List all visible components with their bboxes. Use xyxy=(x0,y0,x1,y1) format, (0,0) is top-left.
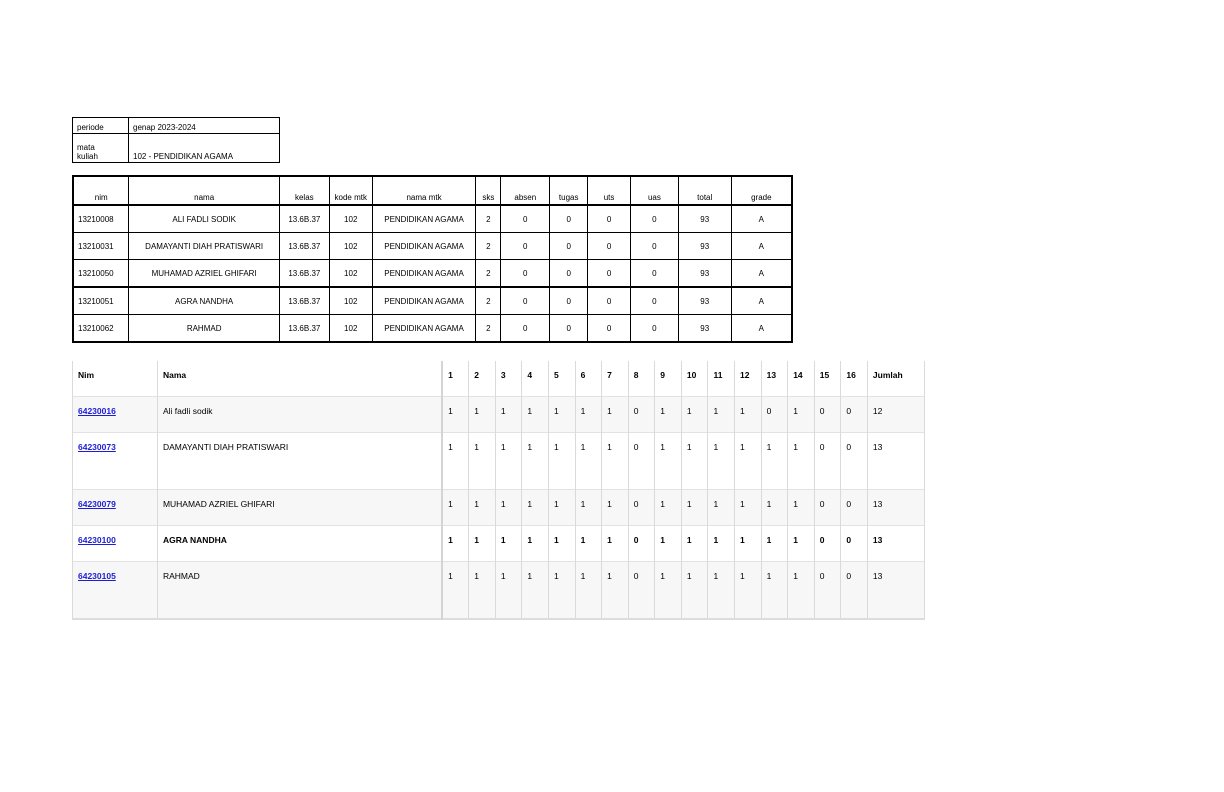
grades-row xyxy=(73,287,792,315)
grades-cell-uts: 0 xyxy=(588,205,631,233)
matakuliah-label: mata kuliah xyxy=(77,143,98,161)
student-nim-link[interactable]: 64230016 xyxy=(78,406,116,416)
grades-cell-nim: 13210031 xyxy=(73,233,129,260)
attendance-cell-meeting: 0 xyxy=(841,490,868,526)
grades-cell-uas: 0 xyxy=(630,205,678,233)
attendance-cell-meeting: 1 xyxy=(681,490,708,526)
attendance-cell-meeting: 1 xyxy=(788,433,815,490)
attendance-header-meeting: 9 xyxy=(655,361,682,397)
grades-cell-grade: A xyxy=(731,260,792,288)
grades-cell-total: 93 xyxy=(678,287,731,315)
grades-cell-sks: 2 xyxy=(476,233,501,260)
attendance-cell-meeting: 1 xyxy=(602,433,629,490)
attendance-cell-meeting: 1 xyxy=(788,562,815,620)
attendance-cell-meeting: 1 xyxy=(522,526,549,562)
matakuliah-value: 102 - PENDIDIKAN AGAMA xyxy=(129,134,280,163)
grades-cell-nama-mtk: PENDIDIKAN AGAMA xyxy=(372,260,476,288)
attendance-cell-meeting: 1 xyxy=(442,397,469,433)
attendance-cell-meeting: 1 xyxy=(495,433,522,490)
attendance-cell-jumlah: 12 xyxy=(867,397,924,433)
attendance-cell-meeting: 1 xyxy=(602,562,629,620)
grades-cell-uas: 0 xyxy=(630,260,678,288)
attendance-cell-meeting: 1 xyxy=(761,433,788,490)
grades-cell-nama-mtk: PENDIDIKAN AGAMA xyxy=(372,205,476,233)
attendance-row xyxy=(73,526,925,562)
grades-cell-total: 93 xyxy=(678,315,731,343)
student-nim-link[interactable]: 64230105 xyxy=(78,571,116,581)
attendance-row xyxy=(73,397,925,433)
attendance-cell-meeting: 0 xyxy=(628,433,655,490)
attendance-cell-meeting: 1 xyxy=(522,490,549,526)
attendance-cell-nama: MUHAMAD AZRIEL GHIFARI xyxy=(157,490,442,526)
attendance-cell-meeting: 0 xyxy=(814,526,841,562)
grades-cell-nama-mtk: PENDIDIKAN AGAMA xyxy=(372,287,476,315)
attendance-header-meeting: 10 xyxy=(681,361,708,397)
attendance-cell-meeting: 0 xyxy=(841,562,868,620)
grades-cell-absen: 0 xyxy=(501,205,550,233)
attendance-header-meeting: 3 xyxy=(495,361,522,397)
attendance-row xyxy=(73,490,925,526)
grades-cell-kelas: 13.6B.37 xyxy=(279,205,329,233)
attendance-cell-meeting: 1 xyxy=(548,397,575,433)
attendance-cell-meeting: 1 xyxy=(681,526,708,562)
attendance-header-meeting: 11 xyxy=(708,361,735,397)
periode-label: periode xyxy=(73,118,129,134)
grades-cell-total: 93 xyxy=(678,205,731,233)
attendance-cell-meeting: 1 xyxy=(655,397,682,433)
grades-cell-grade: A xyxy=(731,315,792,343)
attendance-cell-meeting: 1 xyxy=(469,397,496,433)
grades-cell-kode-mtk: 102 xyxy=(329,287,372,315)
attendance-cell-meeting: 1 xyxy=(735,433,762,490)
grades-cell-kelas: 13.6B.37 xyxy=(279,233,329,260)
attendance-cell-meeting: 0 xyxy=(814,490,841,526)
attendance-header-meeting: 12 xyxy=(735,361,762,397)
attendance-cell-meeting: 1 xyxy=(575,397,602,433)
attendance-cell-meeting: 1 xyxy=(548,433,575,490)
attendance-cell-meeting: 1 xyxy=(495,526,522,562)
grades-header-uts: uts xyxy=(588,176,631,205)
attendance-cell-meeting: 0 xyxy=(841,397,868,433)
grades-header-nama: nama xyxy=(129,176,279,205)
grades-cell-uas: 0 xyxy=(630,315,678,343)
grades-header-absen: absen xyxy=(501,176,550,205)
grades-cell-absen: 0 xyxy=(501,233,550,260)
grades-cell-nama-mtk: PENDIDIKAN AGAMA xyxy=(372,315,476,343)
attendance-cell-jumlah: 13 xyxy=(867,526,924,562)
attendance-cell-meeting: 1 xyxy=(708,490,735,526)
attendance-cell-meeting: 0 xyxy=(841,526,868,562)
grades-cell-grade: A xyxy=(731,233,792,260)
grades-cell-grade: A xyxy=(731,205,792,233)
attendance-row xyxy=(73,562,925,620)
grades-cell-total: 93 xyxy=(678,233,731,260)
periode-value: genap 2023-2024 xyxy=(129,118,280,134)
grades-table xyxy=(72,175,793,343)
grades-cell-absen: 0 xyxy=(501,315,550,343)
grades-header-tugas: tugas xyxy=(550,176,588,205)
student-nim-link[interactable]: 64230079 xyxy=(78,499,116,509)
grades-cell-nim: 13210051 xyxy=(73,287,129,315)
student-nim-link[interactable]: 64230100 xyxy=(78,535,116,545)
attendance-cell-meeting: 1 xyxy=(602,397,629,433)
grades-header-nim: nim xyxy=(73,176,129,205)
attendance-header-nim: Nim xyxy=(73,361,158,397)
attendance-cell-meeting: 0 xyxy=(628,562,655,620)
attendance-cell-meeting: 1 xyxy=(708,433,735,490)
grades-cell-uts: 0 xyxy=(588,233,631,260)
attendance-cell-meeting: 0 xyxy=(814,433,841,490)
grades-cell-nama: DAMAYANTI DIAH PRATISWARI xyxy=(129,233,279,260)
attendance-header-meeting: 2 xyxy=(469,361,496,397)
attendance-cell-meeting: 0 xyxy=(761,397,788,433)
attendance-cell-jumlah: 13 xyxy=(867,433,924,490)
attendance-header-meeting: 16 xyxy=(841,361,868,397)
grades-cell-kelas: 13.6B.37 xyxy=(279,287,329,315)
attendance-header-nama: Nama xyxy=(157,361,442,397)
attendance-header-meeting: 1 xyxy=(442,361,469,397)
attendance-cell-nama: RAHMAD xyxy=(157,562,442,620)
attendance-cell-meeting: 1 xyxy=(469,490,496,526)
attendance-cell-meeting: 1 xyxy=(788,397,815,433)
grades-row xyxy=(73,205,792,233)
grades-cell-nama: RAHMAD xyxy=(129,315,279,343)
grades-header-total: total xyxy=(678,176,731,205)
grades-cell-tugas: 0 xyxy=(550,205,588,233)
course-info-table xyxy=(72,117,280,163)
matakuliah-row xyxy=(73,134,280,163)
grades-cell-kode-mtk: 102 xyxy=(329,205,372,233)
grades-cell-kode-mtk: 102 xyxy=(329,260,372,288)
attendance-cell-meeting: 1 xyxy=(655,490,682,526)
grades-cell-uts: 0 xyxy=(588,260,631,288)
grades-cell-kelas: 13.6B.37 xyxy=(279,315,329,343)
grades-header-kode-mtk: kode mtk xyxy=(329,176,372,205)
attendance-table xyxy=(72,361,925,620)
attendance-cell-meeting: 1 xyxy=(495,397,522,433)
attendance-cell-meeting: 1 xyxy=(442,490,469,526)
attendance-cell-meeting: 1 xyxy=(761,562,788,620)
attendance-cell-meeting: 1 xyxy=(602,526,629,562)
grades-header-uas: uas xyxy=(630,176,678,205)
grades-cell-kode-mtk: 102 xyxy=(329,233,372,260)
attendance-cell-meeting: 1 xyxy=(655,562,682,620)
grades-cell-nim: 13210050 xyxy=(73,260,129,288)
attendance-header-meeting: 6 xyxy=(575,361,602,397)
grades-cell-sks: 2 xyxy=(476,315,501,343)
grades-cell-tugas: 0 xyxy=(550,260,588,288)
grades-cell-uts: 0 xyxy=(588,287,631,315)
attendance-cell-meeting: 1 xyxy=(575,433,602,490)
grades-header-kelas: kelas xyxy=(279,176,329,205)
attendance-cell-meeting: 1 xyxy=(469,526,496,562)
attendance-header-row xyxy=(73,361,925,397)
attendance-header-meeting: 8 xyxy=(628,361,655,397)
grades-cell-nama: AGRA NANDHA xyxy=(129,287,279,315)
grades-cell-nim: 13210062 xyxy=(73,315,129,343)
attendance-cell-meeting: 1 xyxy=(708,397,735,433)
student-nim-link[interactable]: 64230073 xyxy=(78,442,116,452)
attendance-cell-meeting: 1 xyxy=(788,490,815,526)
grades-cell-tugas: 0 xyxy=(550,233,588,260)
attendance-cell-meeting: 1 xyxy=(681,562,708,620)
grades-cell-sks: 2 xyxy=(476,205,501,233)
attendance-cell-meeting: 1 xyxy=(548,562,575,620)
attendance-cell-meeting: 1 xyxy=(575,490,602,526)
attendance-cell-meeting: 0 xyxy=(814,397,841,433)
grades-cell-nama-mtk: PENDIDIKAN AGAMA xyxy=(372,233,476,260)
attendance-cell-meeting: 1 xyxy=(708,562,735,620)
attendance-cell-meeting: 1 xyxy=(548,526,575,562)
attendance-cell-meeting: 0 xyxy=(628,526,655,562)
attendance-cell-meeting: 1 xyxy=(761,526,788,562)
grades-cell-tugas: 0 xyxy=(550,287,588,315)
attendance-cell-meeting: 1 xyxy=(735,490,762,526)
attendance-cell-meeting: 1 xyxy=(735,562,762,620)
attendance-cell-meeting: 1 xyxy=(655,526,682,562)
attendance-cell-meeting: 1 xyxy=(548,490,575,526)
attendance-cell-meeting: 1 xyxy=(522,433,549,490)
grades-cell-grade: A xyxy=(731,287,792,315)
attendance-cell-nim xyxy=(73,526,158,562)
attendance-header-meeting: 5 xyxy=(548,361,575,397)
grades-cell-absen: 0 xyxy=(501,260,550,288)
attendance-cell-jumlah: 13 xyxy=(867,490,924,526)
attendance-cell-nim xyxy=(73,562,158,620)
attendance-cell-meeting: 1 xyxy=(575,526,602,562)
grades-cell-kelas: 13.6B.37 xyxy=(279,260,329,288)
attendance-cell-nama: AGRA NANDHA xyxy=(157,526,442,562)
attendance-cell-meeting: 1 xyxy=(442,433,469,490)
attendance-header-meeting: 13 xyxy=(761,361,788,397)
attendance-cell-meeting: 1 xyxy=(602,490,629,526)
attendance-cell-meeting: 1 xyxy=(495,562,522,620)
attendance-header-jumlah: Jumlah xyxy=(867,361,924,397)
attendance-cell-nim xyxy=(73,397,158,433)
attendance-cell-meeting: 0 xyxy=(628,490,655,526)
grades-cell-tugas: 0 xyxy=(550,315,588,343)
attendance-cell-meeting: 1 xyxy=(495,490,522,526)
grades-cell-uas: 0 xyxy=(630,287,678,315)
grades-cell-nama: ALI FADLI SODIK xyxy=(129,205,279,233)
grades-header-nama-mtk: nama mtk xyxy=(372,176,476,205)
attendance-cell-meeting: 0 xyxy=(814,562,841,620)
grades-cell-absen: 0 xyxy=(501,287,550,315)
attendance-cell-meeting: 1 xyxy=(442,562,469,620)
grades-cell-nama: MUHAMAD AZRIEL GHIFARI xyxy=(129,260,279,288)
attendance-cell-nim xyxy=(73,433,158,490)
grades-header-grade: grade xyxy=(731,176,792,205)
attendance-cell-nama: Ali fadli sodik xyxy=(157,397,442,433)
grades-row xyxy=(73,260,792,288)
attendance-header-meeting: 4 xyxy=(522,361,549,397)
attendance-cell-meeting: 1 xyxy=(655,433,682,490)
attendance-cell-meeting: 1 xyxy=(469,562,496,620)
attendance-cell-meeting: 1 xyxy=(735,526,762,562)
attendance-cell-jumlah: 13 xyxy=(867,562,924,620)
grades-cell-uas: 0 xyxy=(630,233,678,260)
attendance-cell-meeting: 1 xyxy=(442,526,469,562)
grades-cell-kode-mtk: 102 xyxy=(329,315,372,343)
grades-header-sks: sks xyxy=(476,176,501,205)
attendance-cell-meeting: 1 xyxy=(522,562,549,620)
periode-row xyxy=(73,118,280,134)
attendance-cell-meeting: 1 xyxy=(788,526,815,562)
attendance-cell-nama: DAMAYANTI DIAH PRATISWARI xyxy=(157,433,442,490)
grades-header-row xyxy=(73,176,792,205)
attendance-cell-meeting: 1 xyxy=(761,490,788,526)
attendance-header-meeting: 15 xyxy=(814,361,841,397)
attendance-cell-meeting: 1 xyxy=(575,562,602,620)
attendance-cell-meeting: 1 xyxy=(735,397,762,433)
attendance-cell-nim xyxy=(73,490,158,526)
attendance-cell-meeting: 1 xyxy=(469,433,496,490)
grades-cell-uts: 0 xyxy=(588,315,631,343)
attendance-cell-meeting: 1 xyxy=(522,397,549,433)
attendance-cell-meeting: 1 xyxy=(681,433,708,490)
grades-cell-sks: 2 xyxy=(476,260,501,288)
grades-row xyxy=(73,233,792,260)
attendance-header-meeting: 14 xyxy=(788,361,815,397)
attendance-cell-meeting: 0 xyxy=(628,397,655,433)
attendance-cell-meeting: 0 xyxy=(841,433,868,490)
attendance-row xyxy=(73,433,925,490)
grades-cell-nim: 13210008 xyxy=(73,205,129,233)
attendance-header-meeting: 7 xyxy=(602,361,629,397)
attendance-cell-meeting: 1 xyxy=(708,526,735,562)
grades-row xyxy=(73,315,792,343)
attendance-cell-meeting: 1 xyxy=(681,397,708,433)
grades-cell-total: 93 xyxy=(678,260,731,288)
grades-cell-sks: 2 xyxy=(476,287,501,315)
